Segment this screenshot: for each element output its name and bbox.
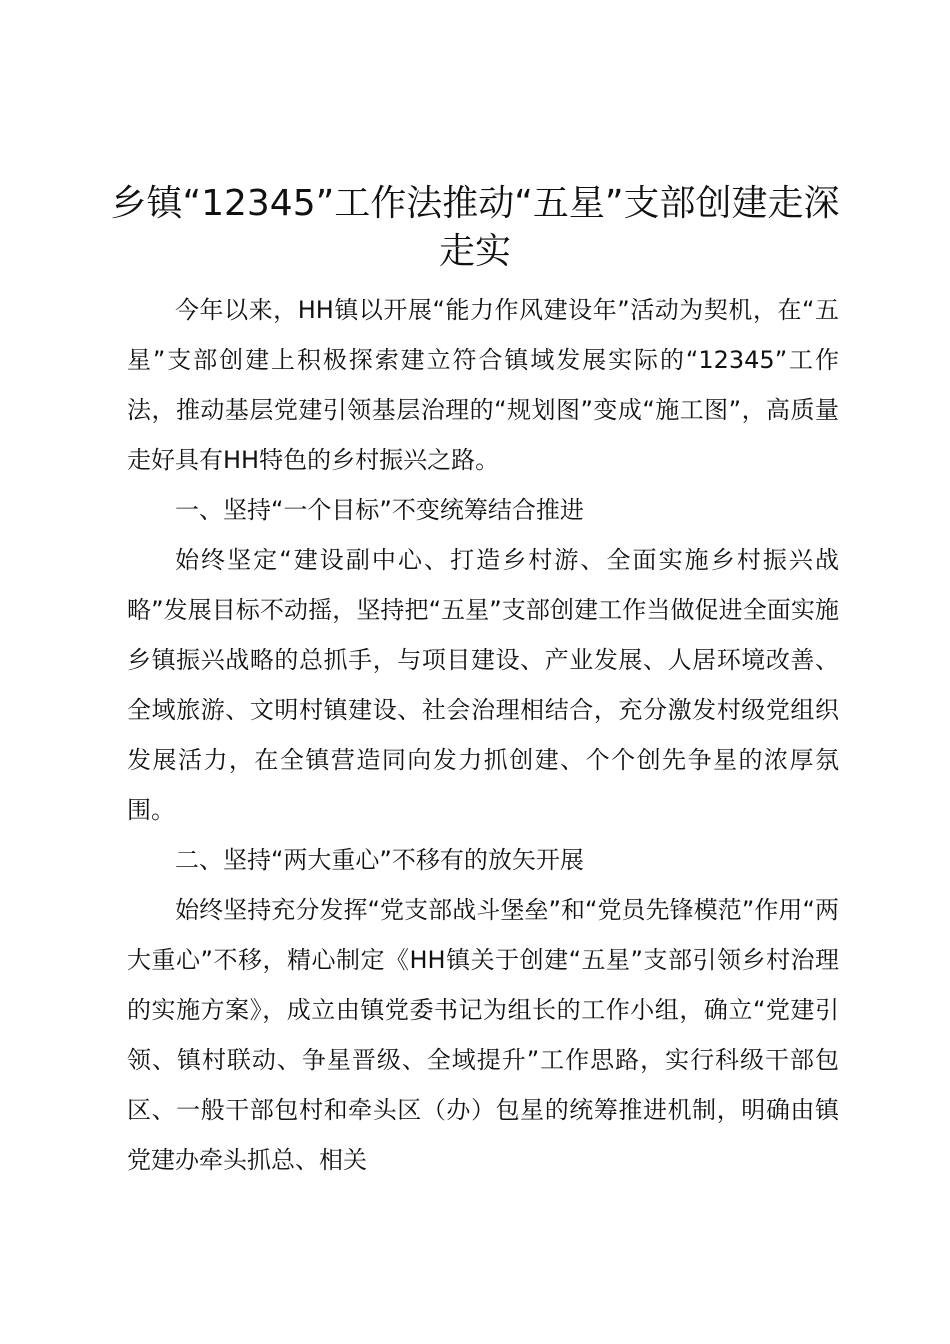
section-paragraph-2: 始终坚持充分发挥“党支部战斗堡垒”和“党员先锋模范”作用“两大重心”不移，精心制定《HH镇关于创建“五星”支部引领乡村治理的实施方案》，成立由镇党委书记为组长的工作小组，确立“党建引领、镇村联动、争星晋级、全域提升”工作思路，实行科级干部包区、一般干部包村和牵头区（办）包星的统筹推进机制，明确由镇党建办牵头抓总、相关: [127, 896, 839, 1174]
intro-paragraph: 今年以来，HH镇以开展“能力作风建设年”活动为契机，在“五星”支部创建上积极探索建立符合镇域发展实际的“12345”工作法，推动基层党建引领基层治理的“规划图”变成“施工图”，高质量走好具有HH特色的乡村振兴之路。: [127, 296, 839, 474]
section-heading-1: 一、坚持“一个目标”不变统筹结合推进: [175, 496, 584, 524]
document-title: 乡镇“12345”工作法推动“五星”支部创建走深走实: [110, 183, 840, 272]
document-body: [127, 285, 839, 1185]
section-paragraph-1: 始终坚定“建设副中心、打造乡村游、全面实施乡村振兴战略”发展目标不动摇，坚持把“五星”支部创建工作当做促进全面实施乡镇振兴战略的总抓手，与项目建设、产业发展、人居环境改善、全域旅游、文明村镇建设、社会治理相结合，充分激发村级党组织发展活力，在全镇营造同向发力抓创建、个个创先争星的浓厚氛围。: [127, 546, 839, 824]
section-heading-2: 二、坚持“两大重心”不移有的放矢开展: [175, 846, 584, 874]
